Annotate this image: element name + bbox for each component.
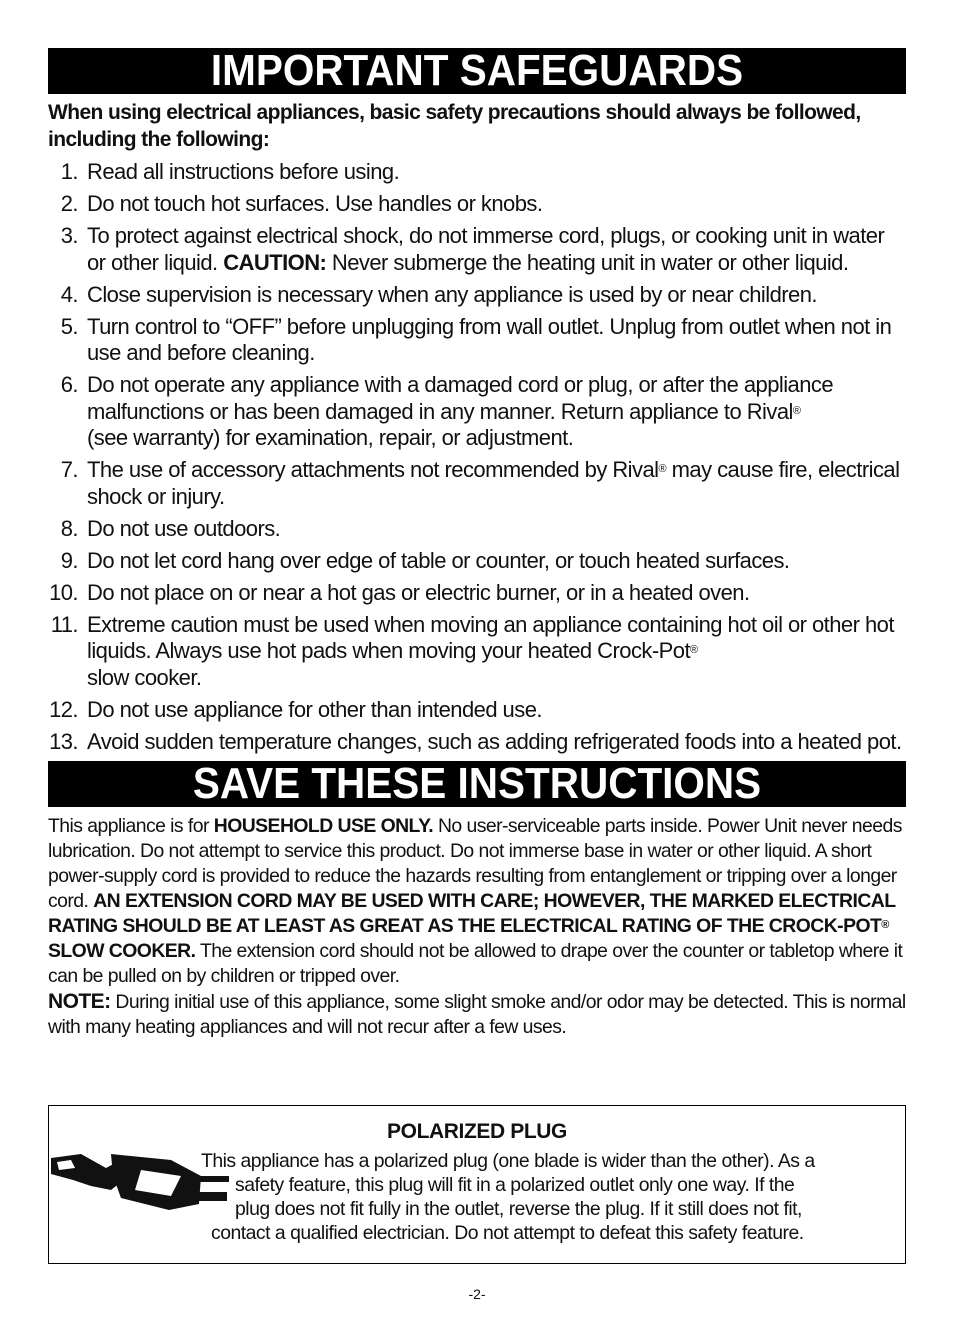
list-item: 6. Do not operate any appliance with a damaged cord or plug, or after the appliance malfunctions or has been damaged in any manner. Return appliance to Rival® (see warranty) for examination, repair, or adjustment. bbox=[60, 372, 834, 450]
list-item: 12. Do not use appliance for other than intended use. bbox=[49, 696, 542, 722]
plug-line-3: plug does not fit fully in the outlet, reverse the plug. If it still does not fit, bbox=[235, 1198, 802, 1220]
safeguards-list bbox=[48, 159, 906, 755]
plug-line-1: This appliance has a polarized plug (one blade is wider than the other). As a bbox=[201, 1150, 815, 1172]
plug-line-2: safety feature, this plug will fit in a polarized outlet only one way. If the bbox=[235, 1174, 795, 1196]
page-number: -2- bbox=[468, 1286, 486, 1302]
polarized-plug-box bbox=[48, 1105, 906, 1264]
list-item: 1. Read all instructions before using. bbox=[60, 159, 400, 184]
caution-label: CAUTION: bbox=[223, 249, 327, 275]
safeguards-title: IMPORTANT SAFEGUARDS bbox=[82, 48, 871, 94]
list-item: 13. Avoid sudden temperature changes, such as adding refrigerated foods into a heated pot. bbox=[49, 728, 902, 754]
list-item: 3. To protect against electrical shock, do not immerse cord, plugs, or cooking unit in water or other liquid. CAUTION: Never submerge the heating unit in water or other liquid. bbox=[60, 223, 885, 275]
safeguards-banner bbox=[48, 48, 906, 94]
page-content bbox=[48, 48, 906, 1040]
list-item: 5. Turn control to “OFF” before unplugging from wall outlet. Unplug from outlet when not in use and before cleaning. bbox=[60, 313, 892, 365]
save-banner bbox=[48, 761, 906, 807]
registered-mark: ® bbox=[690, 644, 698, 656]
plug-line-4: contact a qualified electrician. Do not attempt to defeat this safety feature. bbox=[211, 1222, 804, 1244]
list-item: 4. Close supervision is necessary when any appliance is used by or near children. bbox=[60, 281, 817, 307]
note-label: NOTE: bbox=[48, 989, 111, 1013]
registered-mark: ® bbox=[792, 404, 801, 417]
save-title: SAVE THESE INSTRUCTIONS bbox=[82, 761, 871, 807]
list-item: 9. Do not let cord hang over edge of table or counter, or touch heated surfaces. bbox=[60, 547, 790, 573]
list-item: 8. Do not use outdoors. bbox=[60, 515, 281, 541]
plug-title: POLARIZED PLUG bbox=[387, 1120, 567, 1143]
safeguards-intro: When using electrical appliances, basic safety precautions should always be followed, including the following: bbox=[48, 101, 861, 151]
list-item: 7. The use of accessory attachments not recommended by Rival® may cause fire, electrical shock or injury. bbox=[60, 457, 900, 509]
household-use-paragraph: This appliance is for HOUSEHOLD USE ONLY. No user-serviceable parts inside. Power Unit never needs lubrication. Do not attempt to service this product. Do not immerse base in water or other liquid. A short power-supply cord is provided to reduce the hazards resulting from entanglement or tripping over a longer cord. AN EXTENSION CORD MAY BE USED WITH CARE; HOWEVER, THE MARKED ELECTRICAL RATING SHOULD BE AT LEAST AS GREAT AS THE ELECTRICAL RATING OF THE CROCK-POT® SLOW COOKER. The extension cord should not be allowed to drape over the counter or tabletop where it can be pulled on by children or tripped over. NOTE: During initial use of this appliance, some slight smoke and/or odor may be detected. This is normal with many heating appliances and will not recur after a few uses. bbox=[48, 814, 906, 1038]
registered-mark: ® bbox=[658, 463, 667, 475]
list-item: 2. Do not touch hot surfaces. Use handles or knobs. bbox=[60, 191, 543, 216]
list-item: 10. Do not place on or near a hot gas or electric burner, or in a heated oven. bbox=[49, 579, 750, 605]
registered-mark: ® bbox=[881, 918, 889, 931]
list-item: 11. Extreme caution must be used when moving an appliance containing hot oil or other hot liquids. Always use hot pads when moving your heated Crock-Pot® slow cooker. bbox=[50, 611, 894, 690]
